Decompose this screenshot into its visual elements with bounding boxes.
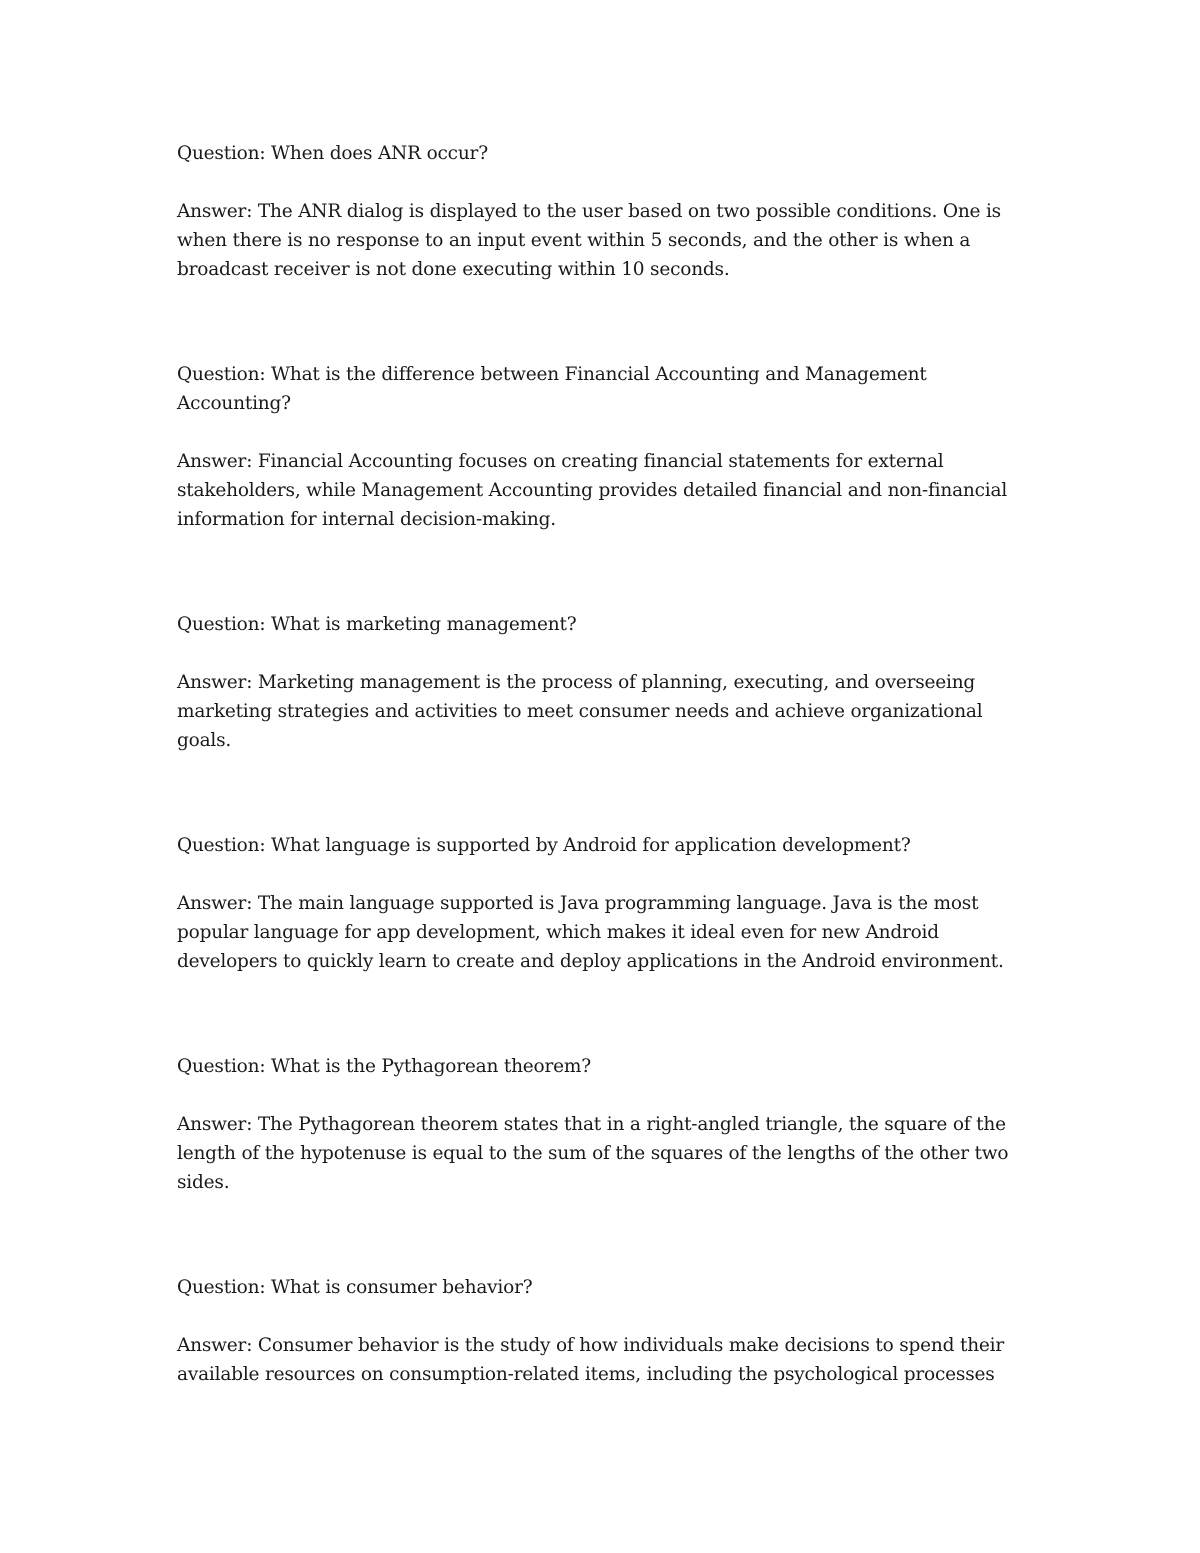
qa-item	[177, 831, 1017, 976]
question-text: Question: What is the difference between Financial Accounting and Management Accounting?	[177, 364, 927, 414]
answer-text: Answer: Financial Accounting focuses on creating financial statements for external stakeholders, while Management Accounting provides detailed financial and non-financial information for internal decision-making.	[177, 451, 1008, 530]
answer-text: Answer: The Pythagorean theorem states that in a right-angled triangle, the square of the length of the hypotenuse is equal to the sum of the squares of the lengths of the other two sides.	[177, 1114, 1009, 1193]
question-text: Question: When does ANR occur?	[177, 143, 488, 164]
qa-item	[177, 139, 1017, 284]
answer-text: Answer: Consumer behavior is the study of how individuals make decisions to spend their available resources on consumption-related items, including the psychological processes	[177, 1335, 1005, 1385]
answer-text: Answer: Marketing management is the process of planning, executing, and overseeing marketing strategies and activities to meet consumer needs and achieve organizational goals.	[177, 672, 983, 751]
question-text: Question: What language is supported by Android for application development?	[177, 835, 911, 856]
document-body	[177, 139, 1017, 1465]
qa-item	[177, 610, 1017, 755]
question-text: Question: What is consumer behavior?	[177, 1277, 533, 1298]
answer-text: Answer: The ANR dialog is displayed to the user based on two possible conditions. One is when there is no response to an input event within 5 seconds, and the other is when a broadcast receiver is not done executing within 10 seconds.	[177, 201, 1001, 280]
question-text: Question: What is the Pythagorean theorem?	[177, 1056, 591, 1077]
qa-item	[177, 1052, 1017, 1197]
answer-text: Answer: The main language supported is Java programming language. Java is the most popular language for app development, which makes it ideal even for new Android developers to quickly learn to create and deploy applications in the Android environment.	[177, 893, 1004, 972]
question-text: Question: What is marketing management?	[177, 614, 577, 635]
qa-item	[177, 1273, 1017, 1389]
qa-item	[177, 360, 1017, 534]
